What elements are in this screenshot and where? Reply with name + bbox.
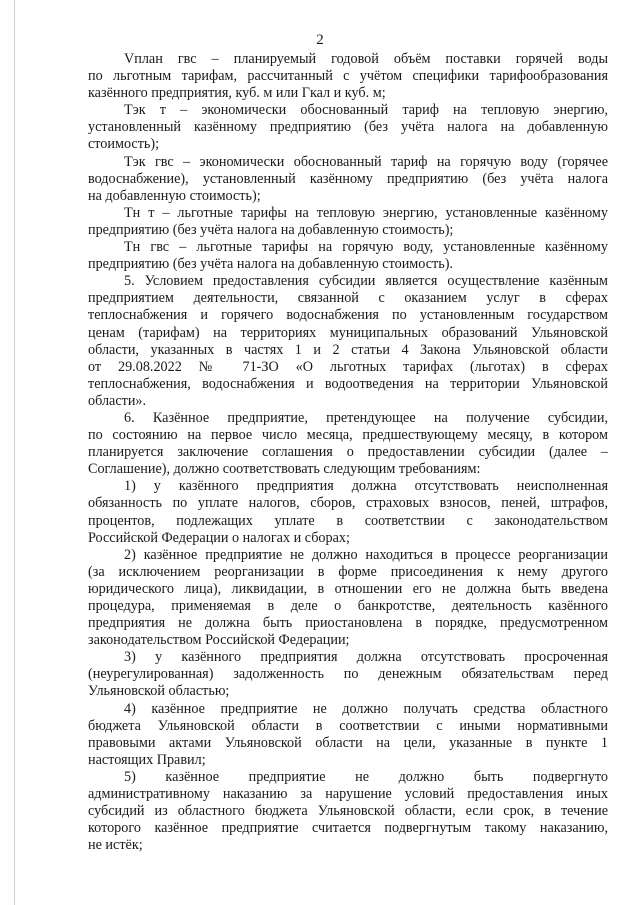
document-body <box>88 51 608 854</box>
text-line: 6. Казённое предприятие, претендующее на получение субсидии, <box>124 409 608 426</box>
text-line: административному наказанию за нарушение условий предоставления иных <box>88 786 608 803</box>
text-line: от 29.08.2022 № 71-ЗО «О льготных тарифах (льготах) в сферах <box>88 358 608 375</box>
text-line: законодательством Российской Федерации; <box>88 632 350 649</box>
text-line: Ульяновской областью; <box>88 683 230 700</box>
text-line: Тэк гвс – экономически обоснованный тариф на горячую воду (горячее <box>124 153 608 170</box>
text-line: (неурегулированная) задолженность по денежным обязательствам перед <box>88 666 608 683</box>
text-line: казённого предприятия, куб. м или Гкал и куб. м; <box>88 85 386 102</box>
text-line: планируется заключение соглашения о предоставлении субсидии (далее – <box>88 444 608 461</box>
text-line: настоящих Правил; <box>88 751 206 768</box>
text-line: Vплан гвс – планируемый годовой объём поставки горячей воды <box>124 51 608 67</box>
text-line: Соглашение), должно соответствовать следующим требованиям: <box>88 461 481 478</box>
text-line: Тн гвс – льготные тарифы на горячую воду, установленные казённому <box>124 239 608 256</box>
text-line: предприятию (без учёта налога на добавленную стоимость). <box>88 256 453 273</box>
text-line: предприятию (без учёта налога на добавленную стоимость); <box>88 221 454 238</box>
text-line: водоснабжение), установленный казённому предприятию (без учёта налога <box>88 170 608 187</box>
text-line: которого казённое предприятие считается подвергнутым такому наказанию, <box>88 820 608 837</box>
text-line: теплоснабжения, водоснабжения и водоотведения на территории Ульяновской <box>88 375 608 392</box>
text-line: правовыми актами Ульяновской области на цели, указанные в пункте 1 <box>88 734 608 751</box>
text-line: на добавленную стоимость); <box>88 187 261 204</box>
text-line: Тн т – льготные тарифы на тепловую энергию, установленные казённому <box>124 204 608 221</box>
text-line: ценам (тарифам) на территориях муниципальных образований Ульяновской <box>88 324 608 341</box>
text-line: области». <box>88 392 147 409</box>
scan-edge-mark <box>14 0 15 905</box>
text-line: по состоянию на первое число месяца, предшествующему месяцу, в котором <box>88 427 608 444</box>
text-line: Тэк т – экономически обоснованный тариф на тепловую энергию, <box>124 102 608 119</box>
text-line: 2) казённое предприятие не должно находиться в процессе реорганизации <box>124 546 608 563</box>
text-line: предприятием деятельности, связанной с оказанием услуг в сферах <box>88 290 608 307</box>
text-line: 1) у казённого предприятия должна отсутствовать неисполненная <box>124 478 608 495</box>
text-line: стоимость); <box>88 136 160 153</box>
text-line: 5. Условием предоставления субсидии является осуществление казённым <box>124 273 608 290</box>
text-line: 5) казённое предприятие не должно быть подвергнуто <box>124 768 608 785</box>
text-line: процентов, подлежащих уплате в соответствии с законодательством <box>88 512 608 529</box>
text-line: обязанность по уплате налогов, сборов, страховых взносов, пеней, штрафов, <box>88 495 608 512</box>
text-line: установленный казённому предприятию (без учёта налога на добавленную <box>88 119 608 136</box>
text-line: не истёк; <box>88 837 143 854</box>
text-line: 4) казённое предприятие не должно получать средства областного <box>124 700 608 717</box>
text-line: 3) у казённого предприятия должна отсутствовать просроченная <box>124 649 608 666</box>
text-line: по льготным тарифам, рассчитанный с учётом специфики тарифообразования <box>88 68 608 85</box>
text-line: процедура, применяемая в деле о банкротстве, деятельность казённого <box>88 598 608 614</box>
text-line: теплоснабжения и горячего водоснабжения по установленным государством <box>88 307 608 324</box>
page-number: 2 <box>316 32 324 48</box>
text-line: юридического лица), ликвидации, в отношении его не должна быть введена <box>88 580 608 597</box>
text-line: Российской Федерации о налогах и сборах; <box>88 529 350 546</box>
text-line: области, указанных в частях 1 и 2 статьи 4 Закона Ульяновской области <box>88 341 608 358</box>
text-line: (за исключением реорганизации в форме присоединения к нему другого <box>88 563 608 580</box>
text-line: бюджета Ульяновской области в соответствии с иными нормативными <box>88 717 608 734</box>
text-line: предприятия не должна быть приостановлена в порядке, предусмотренном <box>88 615 608 632</box>
text-line: субсидий из областного бюджета Ульяновской области, если срок, в течение <box>88 803 608 820</box>
